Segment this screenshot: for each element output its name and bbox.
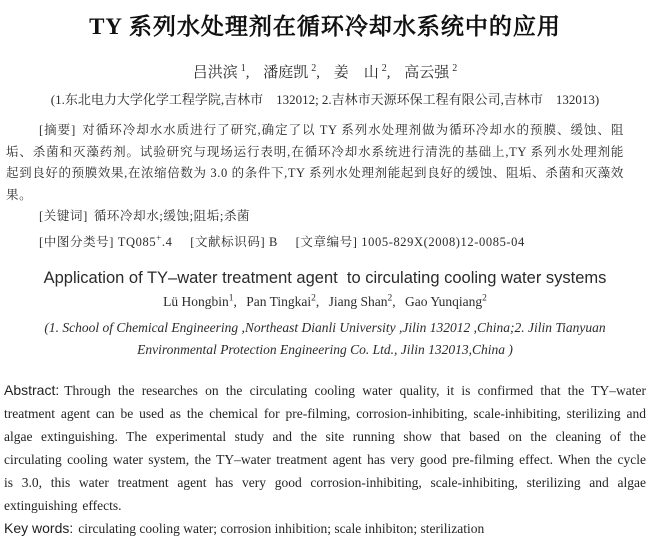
english-author <box>329 294 396 309</box>
english-affiliation-line1: (1. School of Chemical Engineering ,Northeast Dianli University ,Jilin 132012 ,China;2. Jilin Tianyuan <box>44 319 606 335</box>
author-separator: , <box>315 293 320 309</box>
english-author <box>163 294 237 309</box>
author-separator: , <box>245 65 250 81</box>
english-affiliation <box>4 317 646 361</box>
author-separator: , <box>233 293 237 309</box>
author-affil-superscript: 1 <box>240 63 246 74</box>
author-affil-superscript: 2 <box>452 63 458 74</box>
author-affil-superscript: 2 <box>387 293 393 304</box>
doc-code-value: B <box>268 234 278 249</box>
clc-rest: .4 <box>161 234 173 249</box>
english-keywords <box>4 517 646 540</box>
english-abstract-label: Abstract: <box>4 381 60 398</box>
author-name: Lü Hongbin <box>163 293 229 309</box>
chinese-keywords-label: [关键词] <box>39 209 88 223</box>
author-name: 吕洪滨 <box>192 65 238 81</box>
english-author-line <box>4 293 646 310</box>
chinese-author <box>404 65 457 81</box>
clc-base: TQ085 <box>117 234 157 249</box>
chinese-title: TY 系列水处理剂在循环冷却水系统中的应用 <box>89 14 561 39</box>
author-name: 潘庭凯 <box>263 65 309 81</box>
english-keywords-label: Key words: <box>4 519 74 536</box>
author-name: Jiang Shan <box>328 293 388 309</box>
english-abstract-text: Through the researches on the circulating cooling water quality, it is confirmed that the TY–water treatment agent can be used as the chemical for pre-filming, corrosion-inhibiting, scale-inhibiting, sterilizing and algae extinguishing. The experimental study and the site running show that based on the cleaning of the circulating cooling water system, the TY–water treatment agent has very good pre-filming effect. When the cycle is 3.0, this water treatment agent has very good corrosion-inhibiting, scale-inhibiting, sterilizing and algae extinguishing effects. <box>4 382 646 513</box>
english-abstract <box>4 379 646 517</box>
author-name: 高云强 <box>404 65 450 81</box>
author-affil-superscript: 2 <box>482 293 487 304</box>
english-affiliation-line2: Environmental Protection Engineering Co. Ltd., Jilin 132013,China ) <box>137 341 513 357</box>
author-affil-superscript: 1 <box>228 293 234 304</box>
article-no-value: 1005-829X(2008)12-0085-04 <box>361 234 525 249</box>
english-author <box>405 294 487 309</box>
author-affil-superscript: 2 <box>381 63 387 74</box>
clc-superscript: + <box>156 232 162 243</box>
english-keywords-text: circulating cooling water; corrosion inhibition; scale inhibiton; sterilization <box>78 520 485 536</box>
chinese-affiliation: (1.东北电力大学化学工程学院,吉林市 132012; 2.吉林市天源环保工程有限公司,吉林市 132013) <box>50 92 600 107</box>
author-name: 姜 山 <box>333 65 379 81</box>
chinese-author-line <box>4 61 646 82</box>
author-name: Gao Yunqiang <box>405 293 483 309</box>
author-name: Pan Tingkai <box>246 293 312 309</box>
author-affil-superscript: 2 <box>311 63 317 74</box>
english-title: Application of TY–water treatment agent to circulating cooling water systems <box>43 269 607 288</box>
chinese-abstract-text: 对循环冷却水水质进行了研究,确定了以 TY 系列水处理剂做为循环冷却水的预膜、缓蚀、阻垢、杀菌和灭藻药剂。试验研究与现场运行表明,在循环冷却水系统进行清洗的基础上,TY 系列水处理剂能起到良好的预膜效果,在浓缩倍数为 3.0 的条件下,TY 系列水处理剂能起到良好的缓蚀、阻垢、杀菌和灭藻效果。 <box>6 123 624 202</box>
chinese-author <box>263 65 320 81</box>
chinese-author <box>334 65 391 81</box>
chinese-keywords-text: 循环冷却水;缓蚀;阻垢;杀菌 <box>93 209 251 223</box>
clc-value <box>117 232 173 249</box>
chinese-keywords <box>6 206 624 228</box>
author-separator: , <box>386 65 391 81</box>
author-separator: , <box>316 65 320 81</box>
chinese-abstract-block <box>4 120 646 253</box>
chinese-abstract <box>6 120 624 206</box>
english-author <box>246 294 319 309</box>
clc-label: [中图分类号] <box>39 234 115 249</box>
author-affil-superscript: 2 <box>311 293 316 304</box>
chinese-author <box>193 65 250 81</box>
chinese-abstract-label: [摘要] <box>39 123 76 137</box>
article-no-label: [文章编号] <box>295 234 358 249</box>
author-separator: , <box>392 293 396 309</box>
doc-code-label: [文献标识码] <box>190 234 266 249</box>
chinese-meta-line <box>6 228 624 254</box>
